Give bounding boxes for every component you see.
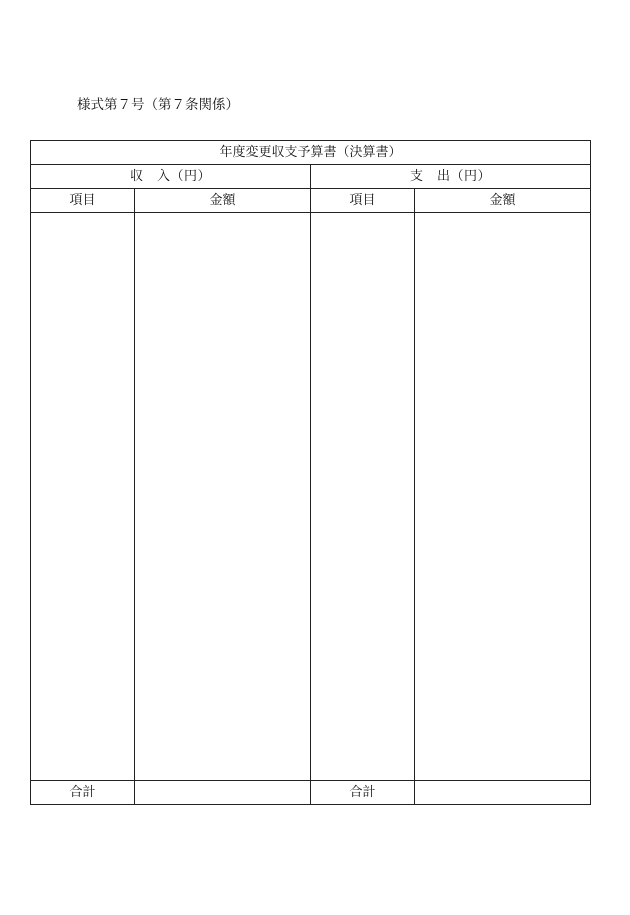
budget-table: [30, 140, 591, 805]
entry-row: [31, 213, 591, 781]
column-header-row: [31, 189, 591, 213]
section-header-row: [31, 165, 591, 189]
income-amount-header: 金額: [135, 189, 311, 213]
income-item-cell: [31, 213, 135, 781]
income-total-label: 合計: [31, 781, 135, 805]
expense-section-header: 支 出（円）: [311, 165, 591, 189]
expense-amount-cell: [415, 213, 591, 781]
income-section-header: 収 入（円）: [31, 165, 311, 189]
income-total-value: [135, 781, 311, 805]
title-row: [31, 141, 591, 165]
expense-item-header: 項目: [311, 189, 415, 213]
expense-amount-header: 金額: [415, 189, 591, 213]
income-item-header: 項目: [31, 189, 135, 213]
income-amount-cell: [135, 213, 311, 781]
expense-total-label: 合計: [311, 781, 415, 805]
form-number-label: 様式第７号（第７条関係）: [77, 97, 239, 113]
expense-total-value: [415, 781, 591, 805]
total-row: [31, 781, 591, 805]
table-title: 年度変更収支予算書（決算書）: [31, 141, 591, 165]
expense-item-cell: [311, 213, 415, 781]
